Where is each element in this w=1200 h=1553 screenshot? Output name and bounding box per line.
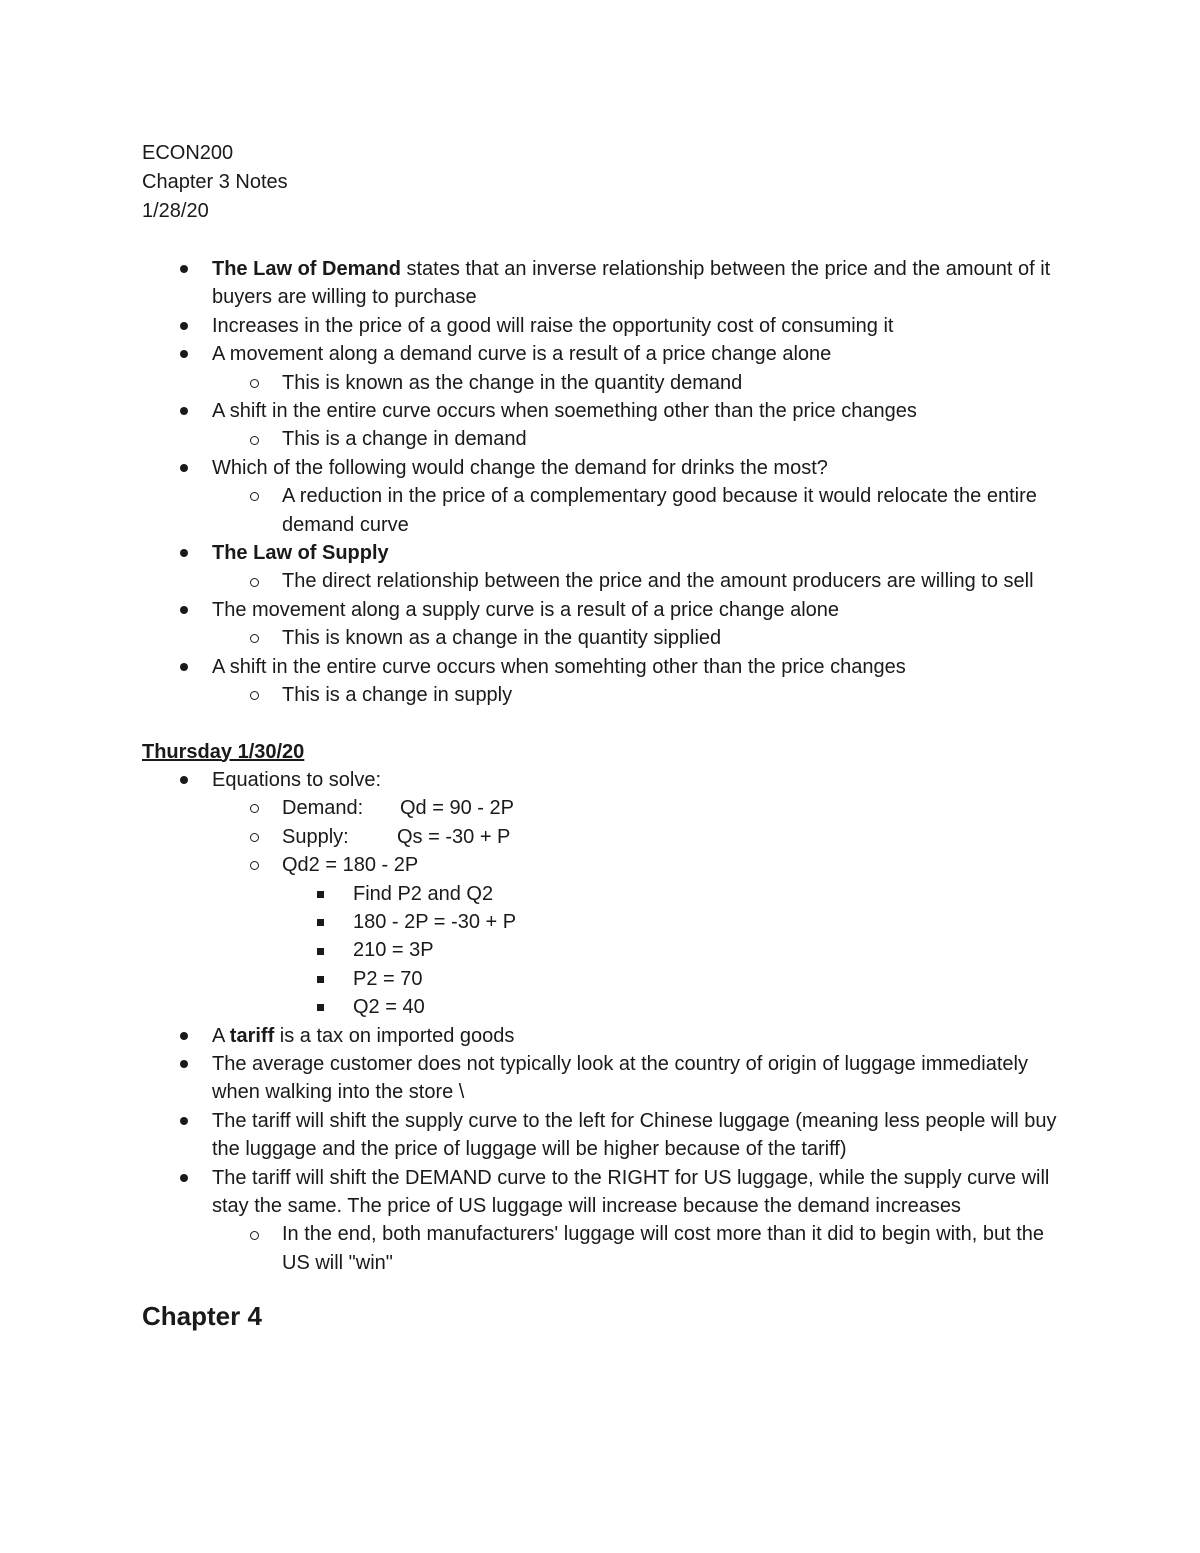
demand-label: Demand: [282,797,364,820]
bullet-circle-icon [250,369,259,397]
bullet-disc-icon [180,312,188,340]
list-item-demand-equation [142,794,1072,822]
list-item-tariff-supply [142,1107,1072,1164]
list-item-movement-demand-sub [142,369,1072,397]
notes-date: 1/28/20 [142,200,209,222]
bullet-square-icon [317,993,324,1021]
list-item-movement-supply-sub [142,624,1072,652]
list-item-movement-supply [142,596,1072,624]
tariff-term: tariff [229,1024,275,1047]
bullet-disc-icon [180,340,188,368]
notes-page [142,139,1072,1333]
shift-supply-sub-text: This is a change in supply [282,684,513,707]
bullet-circle-icon [250,425,259,453]
bullet-disc-icon [180,397,188,425]
bullet-disc-icon [180,1164,188,1192]
list-item-average-customer [142,1050,1072,1107]
law-of-demand-term: The Law of Demand [212,258,401,280]
law-of-supply-term: The Law of Supply [212,542,389,565]
list-item-law-of-supply [142,539,1072,567]
notes-title: Chapter 3 Notes [142,171,288,193]
step-text: 180 - 2P = -30 + P [353,910,517,933]
bullet-disc-icon [180,255,188,283]
list-item-step [142,993,1072,1021]
bullet-circle-icon [250,851,259,879]
movement-supply-text: The movement along a supply curve is a result of a price change alone [212,598,840,621]
shift-demand-sub-text: This is a change in demand [282,428,527,451]
bullet-circle-icon [250,823,259,851]
list-item-supply-equation [142,823,1072,851]
step-text: P2 = 70 [353,967,423,990]
question-answer-text: A reduction in the price of a complementary good because it would relocate the entire demand curve [282,485,1037,536]
bullet-disc-icon [180,539,188,567]
bullet-disc-icon [180,1022,188,1050]
step-text: 210 = 3P [353,939,434,962]
shift-demand-text: A shift in the entire curve occurs when soemething other than the price changes [212,400,917,423]
tariff-supply-text: The tariff will shift the supply curve to the left for Chinese luggage (meaning less people will buy the luggage and the price of luggage will be higher because of the tariff) [212,1109,1057,1161]
equations-intro-text: Equations to solve: [212,768,381,791]
increase-price-text: Increases in the price of a good will raise the opportunity cost of consuming it [212,314,894,337]
list-item-step [142,965,1072,993]
list-item-question-answer [142,482,1072,539]
law-of-demand-text: states that an inverse relationship between the price and the amount of it buyers are willing to purchase [212,258,1051,309]
list-item-movement-demand [142,340,1072,368]
demand-equation: Qd = 90 - 2P [400,797,514,820]
supply-label: Supply: [282,825,349,848]
bullet-square-icon [317,880,324,908]
law-of-supply-sub-text: The direct relationship between the price and the amount producers are willing to sell [282,570,1034,593]
bullet-circle-icon [250,1220,259,1248]
list-item-equations [142,766,1072,794]
step-text: Q2 = 40 [353,996,425,1019]
question-text: Which of the following would change the demand for drinks the most? [212,456,828,479]
step-text: Find P2 and Q2 [353,882,494,905]
list-item-shift-supply-sub [142,681,1072,709]
movement-demand-sub-text: This is known as the change in the quantity demand [282,371,743,394]
list-item-step [142,880,1072,908]
tariff-prefix: A [212,1024,230,1047]
list-item-question [142,454,1072,482]
bullet-disc-icon [180,766,188,794]
list-item-tariff-demand [142,1164,1072,1221]
bullet-disc-icon [180,653,188,681]
list-item-step [142,936,1072,964]
bullet-square-icon [317,908,324,936]
bullet-circle-icon [250,624,259,652]
list-item-increase-price [142,312,1072,340]
bullet-disc-icon [180,1050,188,1078]
list-item-tariff-demand-sub [142,1220,1072,1277]
shift-supply-text: A shift in the entire curve occurs when somehting other than the price changes [212,655,906,678]
list-item-shift-supply [142,653,1072,681]
list-item-law-of-demand [142,255,1072,312]
bullet-square-icon [317,965,324,993]
qd2-equation: Qd2 = 180 - 2P [282,854,419,877]
bullet-circle-icon [250,482,259,510]
tariff-text: is a tax on imported goods [274,1024,515,1047]
bullet-circle-icon [250,567,259,595]
bullet-disc-icon [180,454,188,482]
bullet-circle-icon [250,794,259,822]
tariff-demand-text: The tariff will shift the DEMAND curve to the RIGHT for US luggage, while the supply curve will stay the same. The price of US luggage will increase because the demand increases [212,1166,1050,1217]
section-title-thursday: Thursday 1/30/20 [142,740,305,763]
list-item-shift-demand-sub [142,425,1072,453]
supply-equation: Qs = -30 + P [397,825,511,848]
chapter-4-heading: Chapter 4 [142,1301,262,1332]
course-code: ECON200 [142,142,234,164]
movement-demand-text: A movement along a demand curve is a result of a price change alone [212,343,832,366]
bullet-circle-icon [250,681,259,709]
list-item-qd2-equation [142,851,1072,879]
list-item-law-of-supply-sub [142,567,1072,595]
list-item-step [142,908,1072,936]
movement-supply-sub-text: This is known as a change in the quantity sipplied [282,627,722,650]
bullet-disc-icon [180,596,188,624]
bullet-square-icon [317,936,324,964]
list-item-shift-demand [142,397,1072,425]
average-customer-text: The average customer does not typically look at the country of origin of luggage immediately when walking into the store \ [212,1052,1028,1104]
bullet-disc-icon [180,1107,188,1135]
tariff-demand-sub-text: In the end, both manufacturers' luggage will cost more than it did to begin with, but the US will "win" [282,1223,1045,1274]
list-item-tariff [142,1022,1072,1050]
